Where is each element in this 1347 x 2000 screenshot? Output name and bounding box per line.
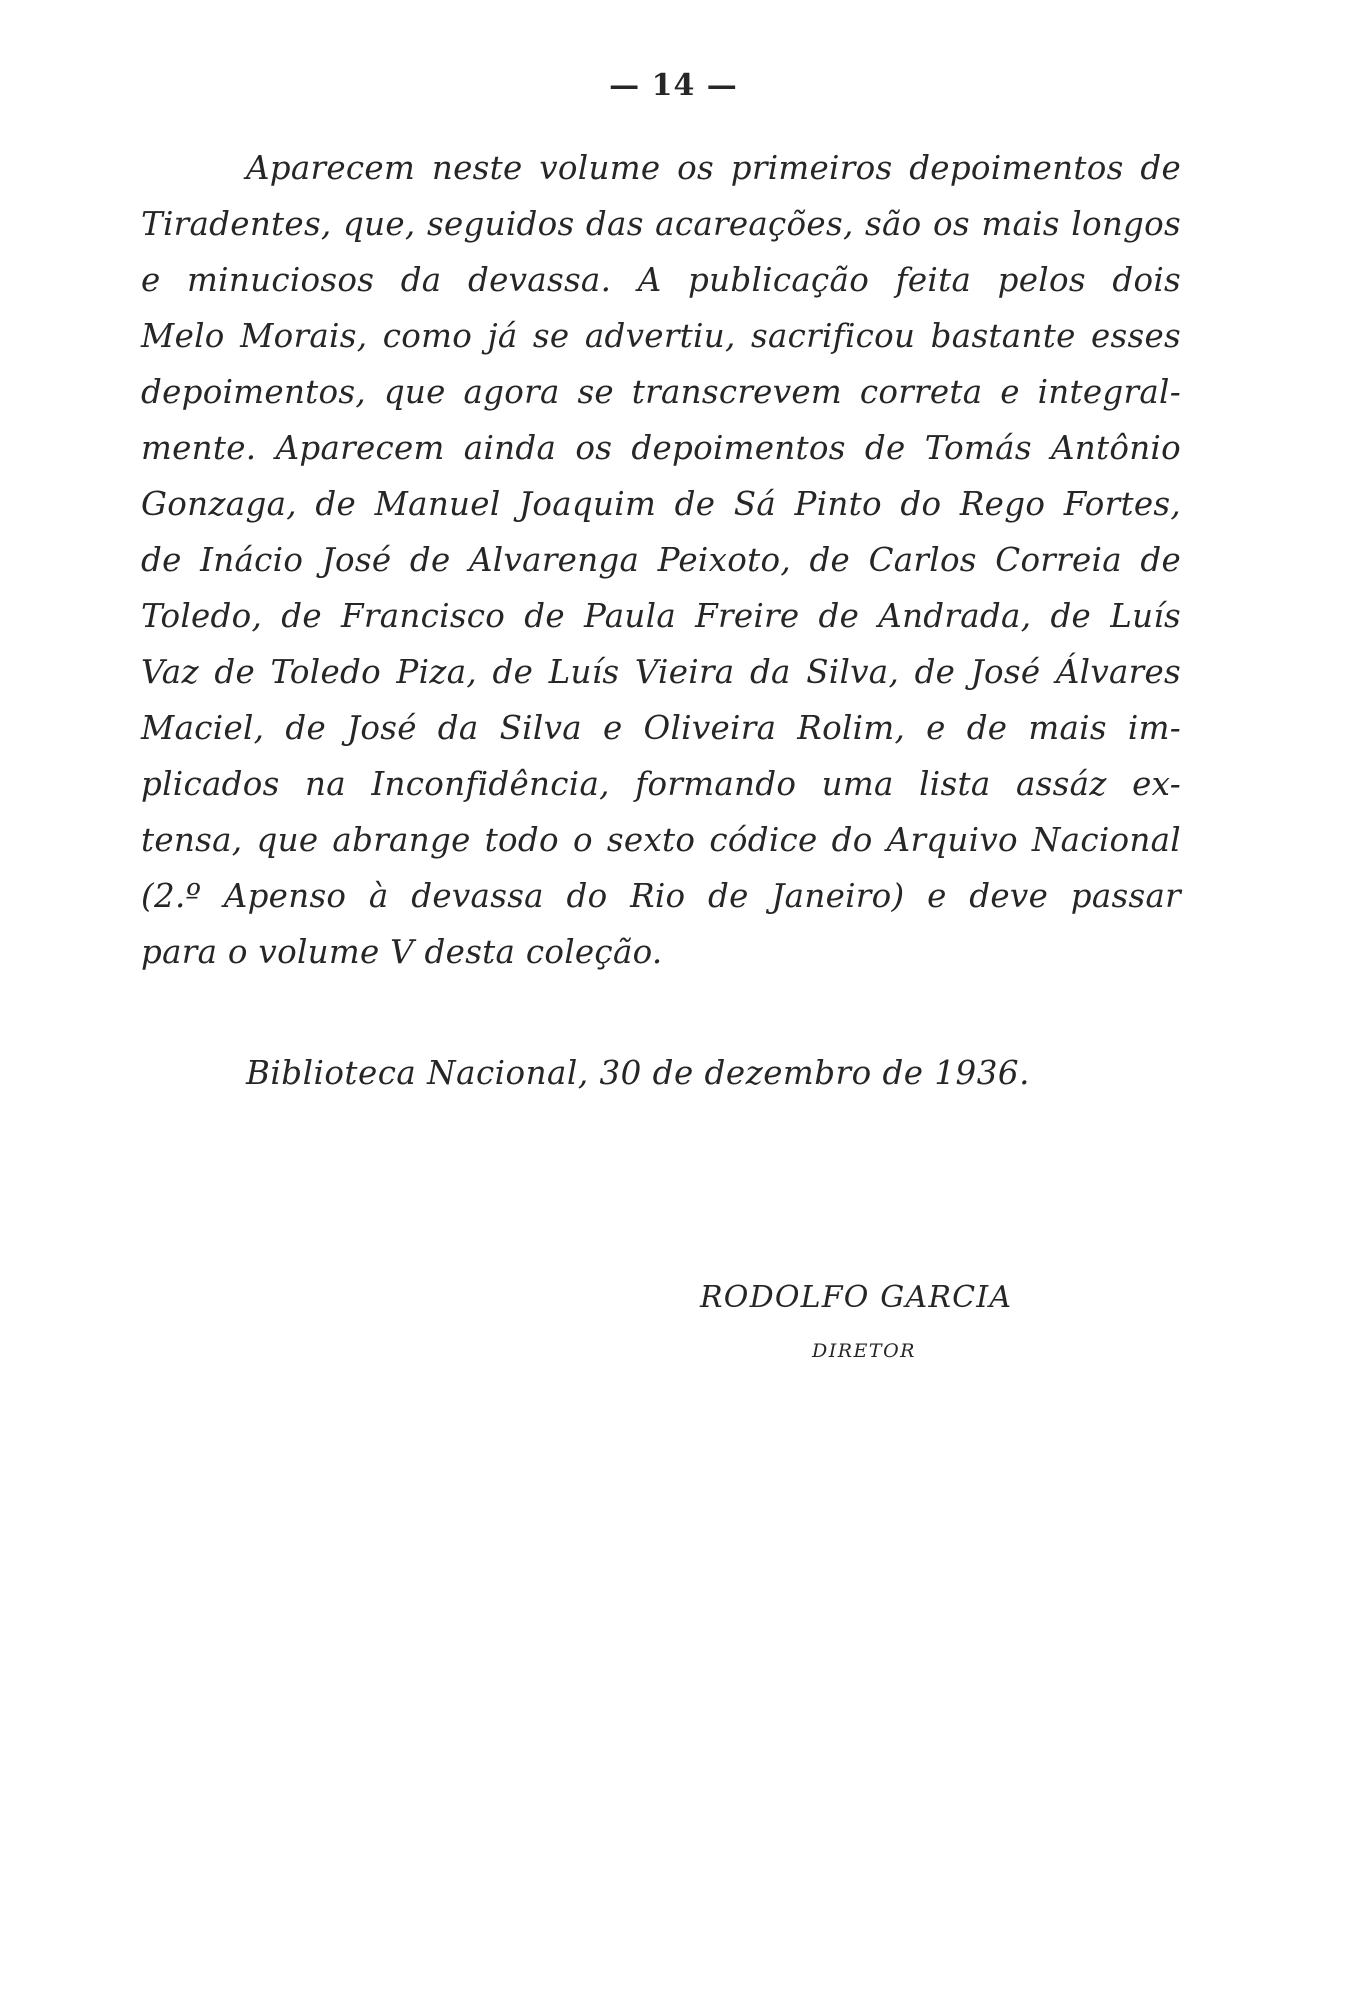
place-date-line: Biblioteca Nacional, 30 de dezembro de 1936. — [246, 1054, 1030, 1092]
paragraph-line: Toledo, de Francisco de Paula Freire de Andrada, de Luís — [141, 597, 1181, 635]
paragraph-line: Gonzaga, de Manuel Joaquim de Sá Pinto do Rego Fortes, — [141, 485, 1181, 523]
paragraph-line: Maciel, de José da Silva e Oliveira Rolim, e de mais im- — [141, 709, 1181, 747]
paragraph-line: Vaz de Toledo Piza, de Luís Vieira da Silva, de José Álvares — [141, 653, 1181, 691]
paragraph-line: para o volume V desta coleção. — [141, 933, 663, 971]
page-number: — 14 — — [609, 68, 738, 103]
signatory-title: DIRETOR — [812, 1340, 916, 1362]
paragraph-line: Tiradentes, que, seguidos das acareações, são os mais longos — [141, 205, 1181, 243]
paragraph-line: e minuciosos da devassa. A publicação feita pelos dois — [141, 261, 1181, 299]
paragraph-line: (2.º Apenso à devassa do Rio de Janeiro) e deve passar — [141, 877, 1181, 915]
paragraph-line: mente. Aparecem ainda os depoimentos de Tomás Antônio — [141, 429, 1181, 467]
paragraph-line: Aparecem neste volume os primeiros depoimentos de — [246, 149, 1181, 187]
paragraph-line: tensa, que abrange todo o sexto códice do Arquivo Nacional — [141, 821, 1181, 859]
signatory-name: RODOLFO GARCIA — [700, 1280, 1013, 1315]
paragraph-line: depoimentos, que agora se transcrevem correta e integral- — [141, 373, 1181, 411]
paragraph-line: Melo Morais, como já se advertiu, sacrificou bastante esses — [141, 317, 1181, 355]
paragraph-line: de Inácio José de Alvarenga Peixoto, de Carlos Correia de — [141, 541, 1181, 579]
paragraph-line: plicados na Inconfidência, formando uma lista assáz ex- — [141, 765, 1181, 803]
